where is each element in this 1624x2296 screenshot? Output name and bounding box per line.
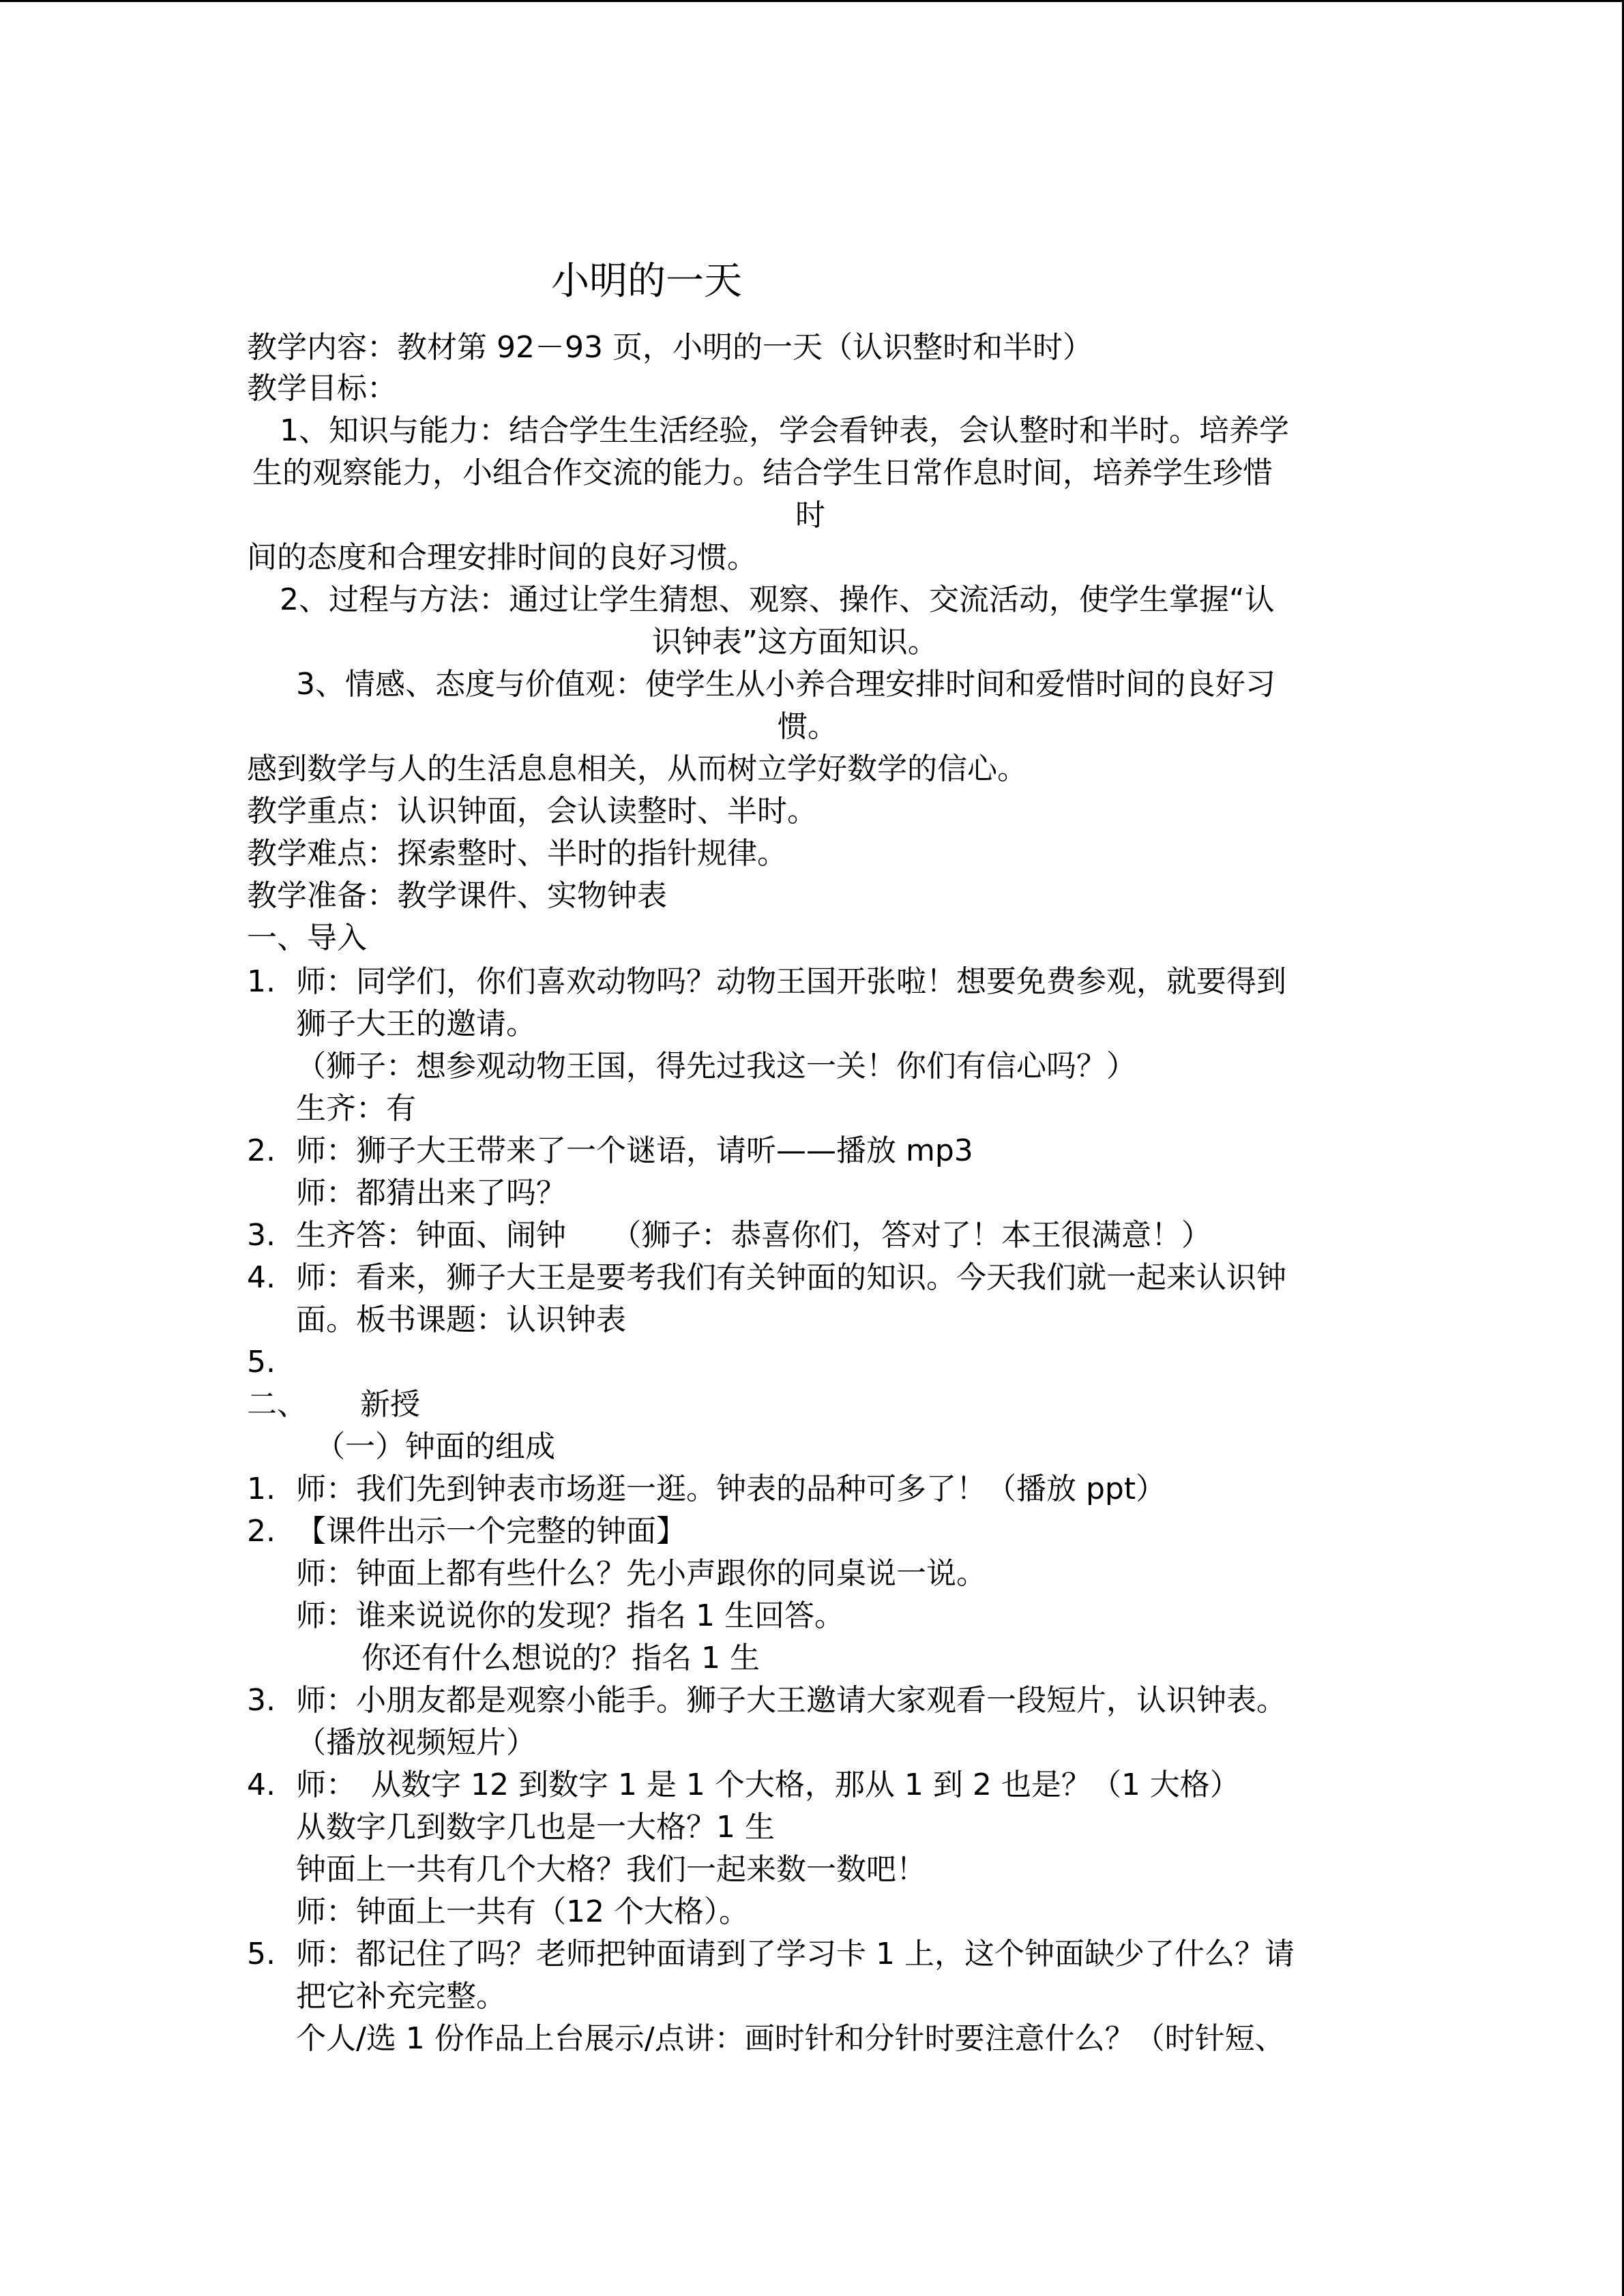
goal-3-line-1: 3、情感、态度与价值观：使学生从小养合理安排时间和爱惜时间的良好习 bbox=[296, 667, 1275, 702]
intro-item-3: 生齐答：钟面、闹钟 （狮子：恭喜你们，答对了！本王很满意！） bbox=[296, 1218, 1211, 1253]
new-item-2-line-2: 师：钟面上都有些什么？先小声跟你的同桌说一说。 bbox=[296, 1556, 986, 1591]
list-number: 3. bbox=[247, 1218, 276, 1253]
teaching-goals-heading: 教学目标： bbox=[247, 371, 397, 406]
intro-item-4-line-1: 师：看来，狮子大王是要考我们有关钟面的知识。今天我们就一起来认识钟 bbox=[296, 1260, 1286, 1295]
list-number: 4. bbox=[247, 1260, 276, 1295]
new-item-1: 师：我们先到钟表市场逛一逛。钟表的品种可多了！（播放 ppt） bbox=[296, 1472, 1166, 1506]
subsection-clock-face: （一）钟面的组成 bbox=[315, 1429, 555, 1464]
intro-item-1-line-1: 师：同学们，你们喜欢动物吗？动物王国开张啦！想要免费参观，就要得到 bbox=[296, 964, 1286, 999]
new-item-4-line-2: 从数字几到数字几也是一大格？1 生 bbox=[296, 1810, 775, 1845]
list-number: 1. bbox=[247, 964, 276, 999]
intro-item-2-line-2: 师：都猜出来了吗？ bbox=[296, 1176, 566, 1210]
new-item-4-line-1: 师： 从数字 12 到数字 1 是 1 个大格，那从 1 到 2 也是？（1 大格） bbox=[296, 1768, 1240, 1802]
teaching-content: 教学内容：教材第 92－93 页，小明的一天（认识整时和半时） bbox=[247, 330, 1093, 365]
goal-1-line-3: 时 bbox=[795, 498, 825, 533]
list-number: 2. bbox=[247, 1133, 276, 1168]
list-number: 1. bbox=[247, 1472, 276, 1506]
section-2-number: 二、 bbox=[247, 1387, 307, 1422]
list-number: 2. bbox=[247, 1514, 276, 1549]
new-item-2-line-1: 【课件出示一个完整的钟面】 bbox=[296, 1514, 686, 1549]
intro-item-1-line-3: （狮子：想参观动物王国，得先过我这一关！你们有信心吗？） bbox=[296, 1049, 1136, 1084]
goal-1-line-4: 间的态度和合理安排时间的良好习惯。 bbox=[247, 540, 757, 575]
goal-3-line-3: 感到数学与人的生活息息相关，从而树立学好数学的信心。 bbox=[247, 751, 1027, 786]
list-number: 5. bbox=[247, 1345, 276, 1380]
new-item-5-line-3: 个人/选 1 份作品上台展示/点讲：画时针和分针时要注意什么？（时针短、 bbox=[296, 2021, 1285, 2056]
section-2-heading: 新授 bbox=[360, 1387, 420, 1422]
new-item-2-line-4: 你还有什么想说的？指名 1 生 bbox=[361, 1641, 760, 1675]
list-number: 4. bbox=[247, 1768, 276, 1802]
new-item-3-line-2: （播放视频短片） bbox=[296, 1725, 536, 1760]
intro-item-1-line-4: 生齐：有 bbox=[296, 1091, 416, 1126]
section-1-heading: 一、导入 bbox=[247, 921, 367, 955]
new-item-4-line-3: 钟面上一共有几个大格？我们一起来数一数吧！ bbox=[296, 1852, 926, 1887]
new-item-3-line-1: 师：小朋友都是观察小能手。狮子大王邀请大家观看一段短片，认识钟表。 bbox=[296, 1683, 1286, 1718]
goal-3-line-2: 惯。 bbox=[778, 709, 838, 744]
list-number: 5. bbox=[247, 1937, 276, 1971]
new-item-5-line-1: 师：都记住了吗？老师把钟面请到了学习卡 1 上，这个钟面缺少了什么？请 bbox=[296, 1937, 1295, 1971]
new-item-5-line-2: 把它补充完整。 bbox=[296, 1979, 506, 2014]
intro-item-4-line-2: 面。板书课题：认识钟表 bbox=[296, 1302, 626, 1337]
teaching-key-points: 教学重点：认识钟面，会认读整时、半时。 bbox=[247, 794, 817, 829]
teaching-difficulties: 教学难点：探索整时、半时的指针规律。 bbox=[247, 836, 787, 871]
intro-item-2-line-1: 师：狮子大王带来了一个谜语，请听——播放 mp3 bbox=[296, 1133, 973, 1168]
document-title: 小明的一天 bbox=[551, 259, 742, 303]
teaching-preparation: 教学准备：教学课件、实物钟表 bbox=[247, 878, 667, 913]
new-item-2-line-3: 师：谁来说说你的发现？指名 1 生回答。 bbox=[296, 1598, 844, 1633]
new-item-4-line-4: 师：钟面上一共有（12 个大格）。 bbox=[296, 1894, 749, 1929]
top-border bbox=[0, 0, 1624, 2]
goal-1-line-2: 生的观察能力，小组合作交流的能力。结合学生日常作息时间，培养学生珍惜 bbox=[252, 456, 1273, 490]
goal-1-line-1: 1、知识与能力：结合学生生活经验，学会看钟表，会认整时和半时。培养学 bbox=[280, 413, 1289, 448]
goal-2-line-2: 识钟表”这方面知识。 bbox=[652, 625, 938, 659]
goal-2-line-1: 2、过程与方法：通过让学生猜想、观察、操作、交流活动，使学生掌握“认 bbox=[280, 582, 1275, 617]
intro-item-1-line-2: 狮子大王的邀请。 bbox=[296, 1007, 536, 1041]
list-number: 3. bbox=[247, 1683, 276, 1718]
